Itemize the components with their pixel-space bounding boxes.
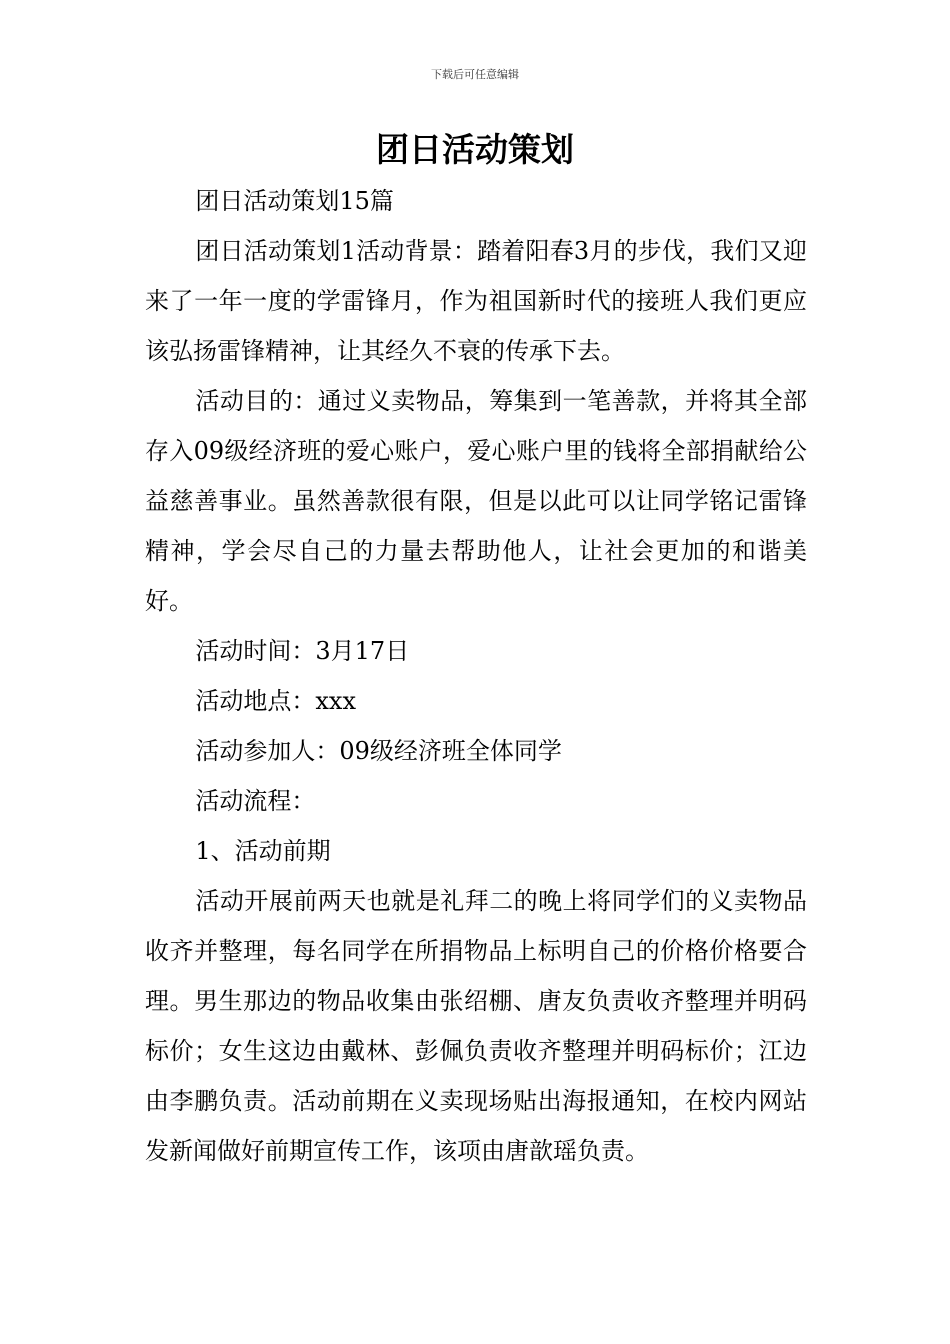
paragraph-purpose: 活动目的：通过义卖物品，筹集到一笔善款，并将其全部存入09级经济班的爱心账户，爱心账户里的钱将全部捐献给公益慈善事业。虽然善款很有限，但是以此可以让同学铭记雷锋精神，学会尽自己的力量去帮助他人，让社会更加的和谐美好。: [145, 387, 807, 615]
paragraph-location: 活动地点：xxx: [195, 687, 356, 715]
paragraph-time: 活动时间：3月17日: [195, 637, 410, 665]
paragraph-participants: 活动参加人：09级经济班全体同学: [195, 737, 562, 765]
page-header-note: 下载后可任意编辑: [431, 68, 519, 81]
paragraph-subtitle: 团日活动策划15篇: [195, 187, 394, 215]
paragraph-background: 团日活动策划1活动背景：踏着阳春3月的步伐，我们又迎来了一年一度的学雷锋月，作为祖国新时代的接班人我们更应该弘扬雷锋精神，让其经久不衰的传承下去。: [145, 237, 807, 365]
document-body: [145, 176, 807, 1176]
document-title: 团日活动策划: [376, 130, 574, 169]
paragraph-stage-details: 活动开展前两天也就是礼拜二的晚上将同学们的义卖物品收齐并整理，每名同学在所捐物品上标明自己的价格价格要合理。男生那边的物品收集由张绍棚、唐友负责收齐整理并明码标价；女生这边由戴林、彭佩负责收齐整理并明码标价；江边由李鹏负责。活动前期在义卖现场贴出海报通知，在校内网站发新闻做好前期宣传工作，该项由唐歆瑶负责。: [145, 887, 807, 1165]
paragraph-process-heading: 活动流程：: [195, 787, 316, 815]
paragraph-stage-heading: 1、活动前期: [195, 837, 331, 865]
